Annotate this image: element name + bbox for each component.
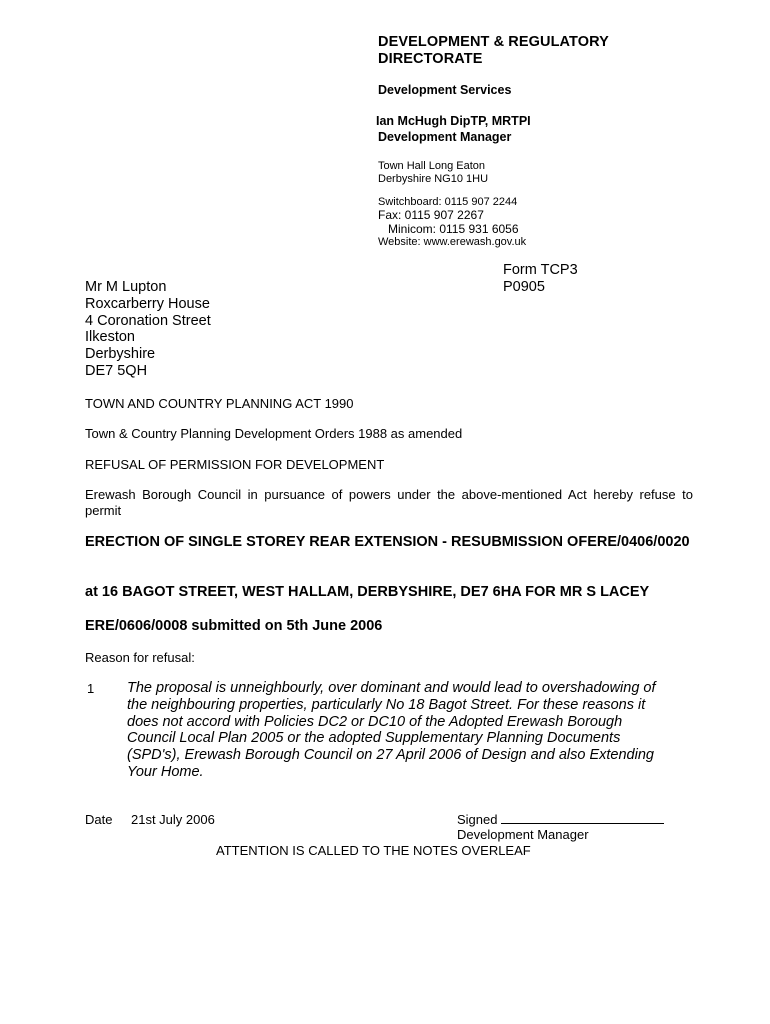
site-location: at 16 BAGOT STREET, WEST HALLAM, DERBYSHIRE, DE7 6HA FOR MR S LACEY — [85, 584, 650, 600]
recipient-postcode: DE7 5QH — [85, 363, 148, 379]
switchboard-number: Switchboard: 0115 907 2244 — [378, 196, 518, 208]
office-address-line1: Town Hall Long Eaton — [378, 160, 486, 172]
orders-line: Town & Country Planning Development Orders 1988 as amended — [85, 426, 463, 441]
recipient-address-line: 4 Coronation Street — [85, 313, 211, 329]
attention-notice: ATTENTION IS CALLED TO THE NOTES OVERLEAF — [216, 843, 531, 858]
form-code: Form TCP3 — [503, 262, 578, 278]
signatory-title: Development Manager — [457, 827, 589, 842]
reason-number: 1 — [87, 681, 95, 696]
officer-title: Development Manager — [378, 130, 512, 144]
act-heading: TOWN AND COUNTRY PLANNING ACT 1990 — [85, 396, 354, 411]
website: Website: www.erewash.gov.uk — [378, 236, 527, 248]
fax-number: Fax: 0115 907 2267 — [378, 208, 484, 222]
recipient-address-line: Ilkeston — [85, 329, 135, 345]
office-address-line2: Derbyshire NG10 1HU — [378, 173, 489, 185]
date-value: 21st July 2006 — [131, 812, 215, 827]
reason-heading: Reason for refusal: — [85, 650, 195, 665]
directorate-title-line2: DIRECTORATE — [378, 51, 483, 67]
recipient-address-line: Roxcarberry House — [85, 296, 210, 312]
recipient-name: Mr M Lupton — [85, 279, 167, 295]
signature-line — [501, 812, 664, 824]
application-reference: ERE/0606/0008 submitted on 5th June 2006 — [85, 618, 383, 634]
form-reference: P0905 — [503, 279, 545, 295]
recipient-address-line: Derbyshire — [85, 346, 156, 362]
reason-text: The proposal is unneighbourly, over dominant and would lead to overshadowing of the neighbouring properties, particularly No 18 Bagot Street. For these reasons it does not accord with Policies DC2 or DC10 of the Adopted Erewash Borough Council Local Plan 2005 or the adopted Supplementary Planning Documents (SPD's), Erewash Borough Council on 27 April 2006 of Design and also Extending Your Home. — [127, 680, 656, 780]
decision-heading: REFUSAL OF PERMISSION FOR DEVELOPMENT — [85, 457, 385, 472]
pursuance-paragraph: Erewash Borough Council in pursuance of powers under the above-mentioned Act hereby refuse to permit — [85, 487, 693, 518]
minicom-number: Minicom: 0115 931 6056 — [388, 222, 519, 236]
signature-block — [457, 812, 664, 827]
officer-name: Ian McHugh DipTP, MRTPI — [376, 114, 531, 128]
date-label: Date — [85, 812, 113, 827]
service-name: Development Services — [378, 83, 512, 97]
signed-label: Signed — [457, 812, 498, 827]
proposal-description: ERECTION OF SINGLE STOREY REAR EXTENSION - RESUBMISSION OFERE/0406/0020 — [85, 534, 690, 550]
directorate-title-line1: DEVELOPMENT & REGULATORY — [378, 34, 609, 50]
